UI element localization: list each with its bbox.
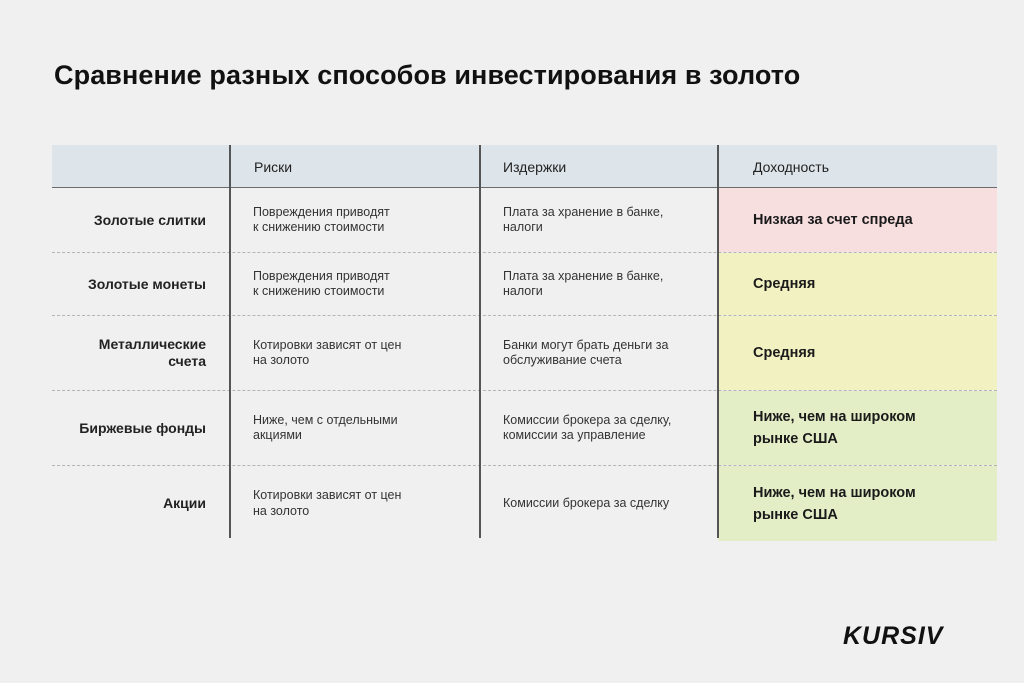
table-header [52,145,997,188]
yield-cell: Ниже, чем на широком рынке США [718,466,997,541]
header-costs: Издержки [503,159,567,175]
risks-cell: Повреждения приводят к снижению стоимости [253,268,390,298]
costs-cell: Комиссии брокера за сделку [503,495,670,510]
yield-cell: Средняя [718,253,997,315]
risks-cell: Повреждения приводят к снижению стоимости [253,204,390,234]
costs-cell: Плата за хранение в банке, налоги [503,268,664,298]
method-name: Золотые монеты [88,275,206,292]
risks-cell: Котировки зависят от цен на золото [253,337,402,367]
method-name: Золотые слитки [93,211,206,228]
yield-cell: Низкая за счет спреда [718,188,997,252]
yield-cell: Средняя [718,316,997,390]
header-risks: Риски [254,159,293,175]
yield-cell: Ниже, чем на широком рынке США [718,391,997,465]
column-divider [717,145,719,538]
table-row [52,316,997,391]
table-row [52,466,997,541]
risks-cell: Котировки зависят от цен на золото [253,488,402,518]
costs-cell: Банки могут брать деньги за обслуживание счета [503,337,669,367]
column-divider [479,145,481,538]
comparison-table [52,145,997,541]
table-row [52,188,997,253]
kursiv-logo: KURSIV [843,622,944,650]
page-title: Сравнение разных способов инвестирования в золото [54,60,801,90]
table-row [52,391,997,466]
table-row [52,253,997,316]
risks-cell: Ниже, чем с отдельными акциями [253,412,398,442]
costs-cell: Комиссии брокера за сделку, комиссии за управление [503,412,672,442]
column-divider [229,145,231,538]
header-yield: Доходность [753,159,829,175]
method-name: Металлические счета [98,336,206,369]
method-name: Акции [163,495,206,511]
method-name: Биржевые фонды [79,419,206,436]
costs-cell: Плата за хранение в банке, налоги [503,204,664,234]
